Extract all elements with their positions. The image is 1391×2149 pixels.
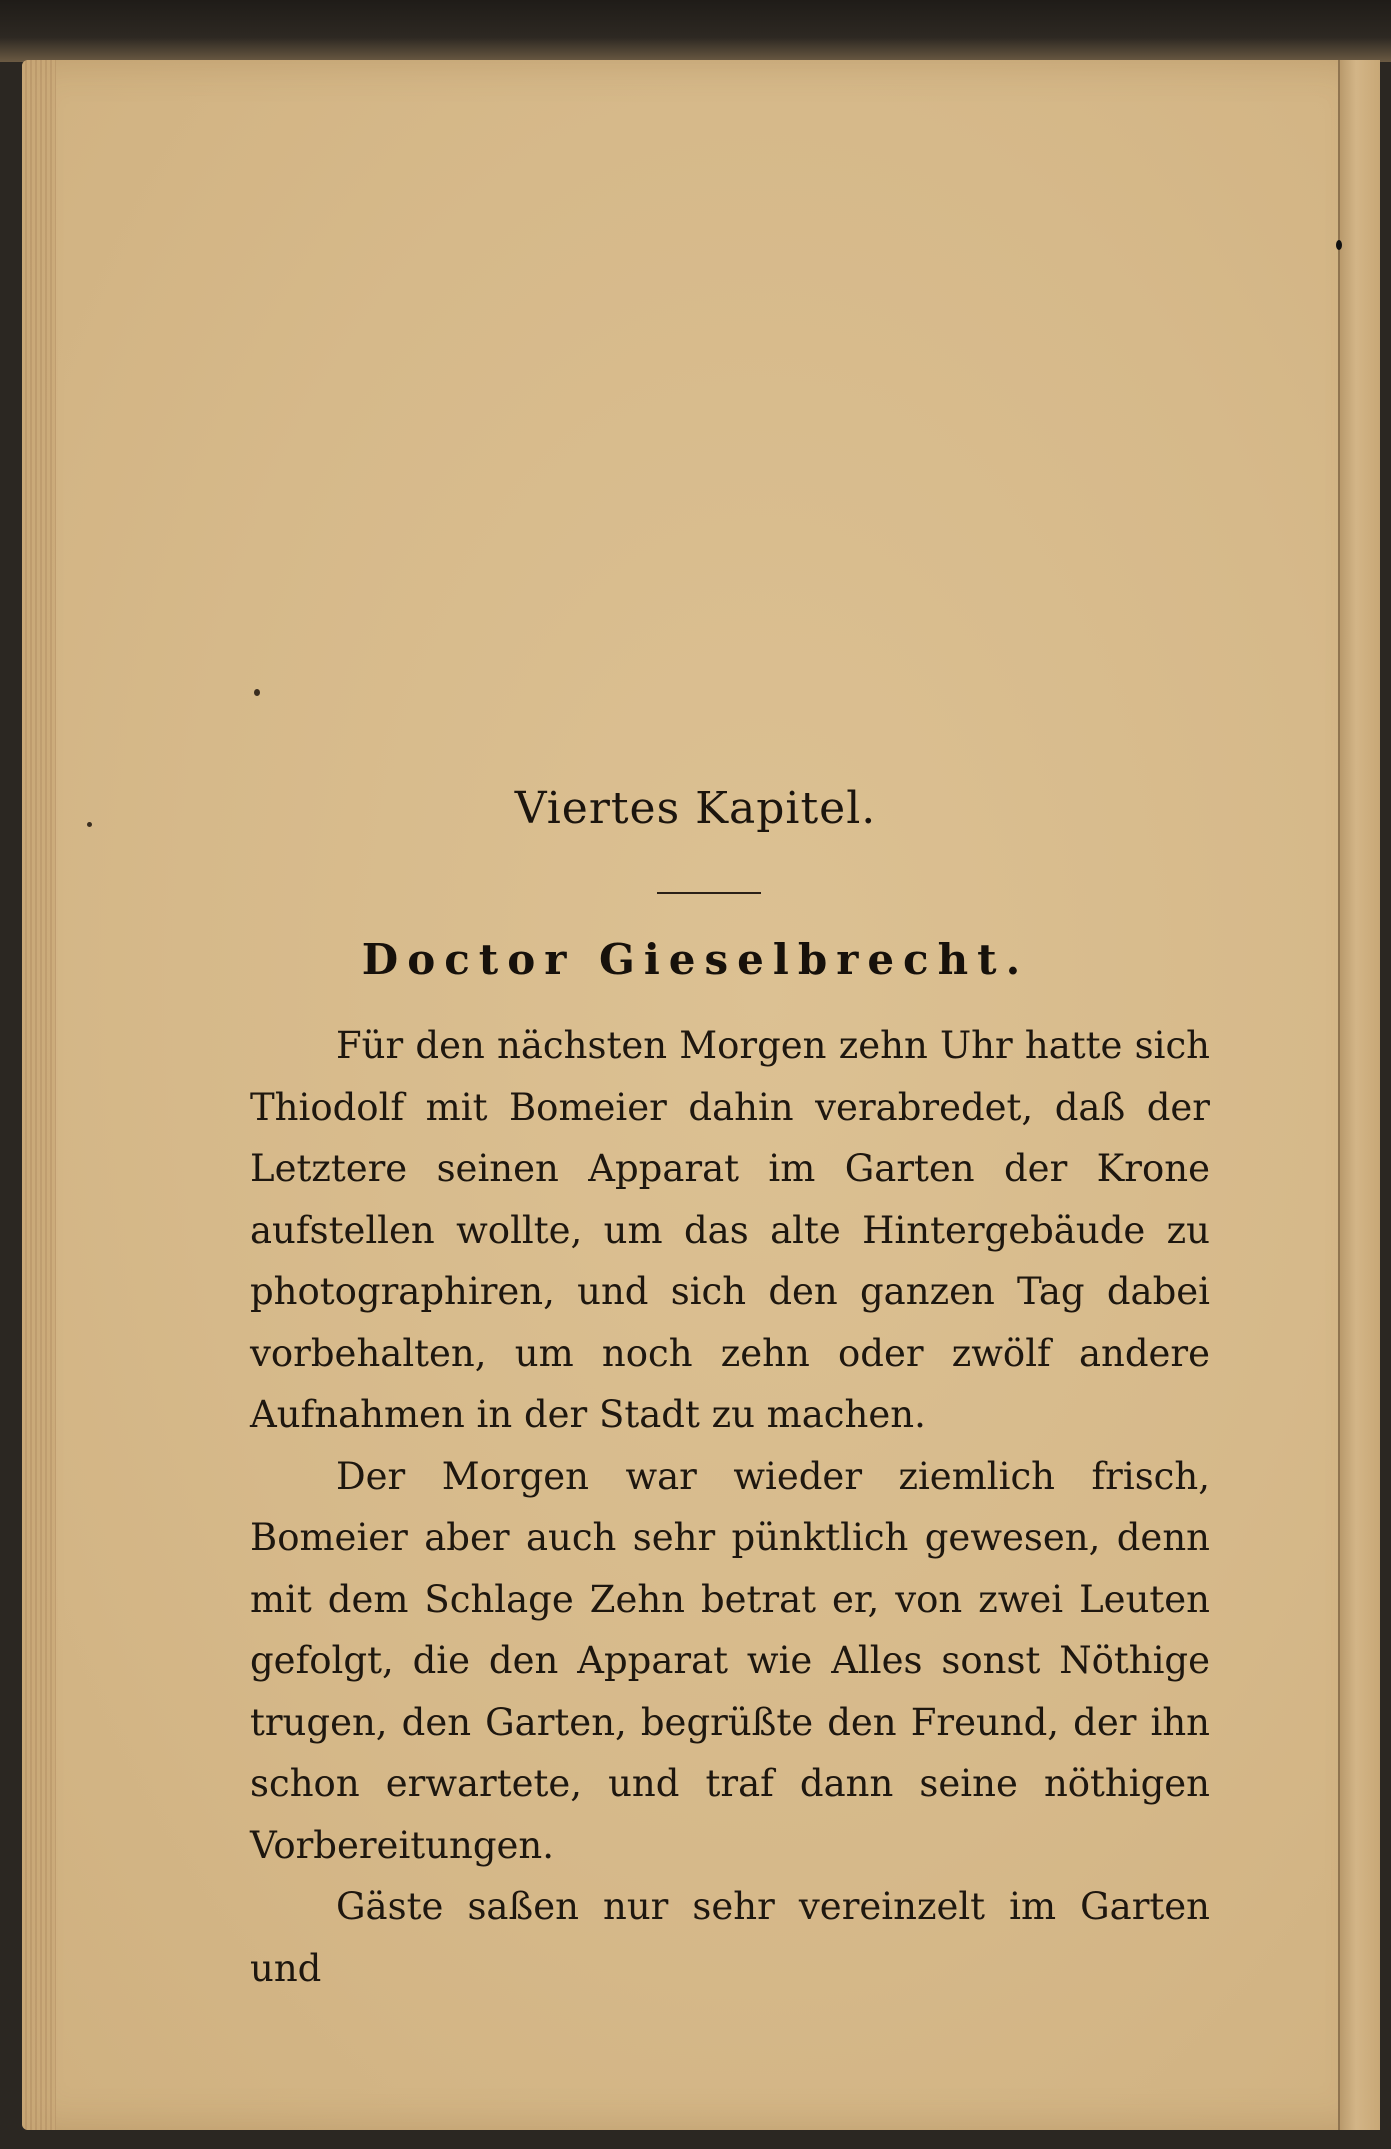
heading-divider: [657, 892, 761, 894]
paragraph: Für den nächsten Morgen zehn Uhr hatte sich Thiodolf mit Bomeier dahin verabredet, daß der Letztere seinen Apparat im Garten der Krone aufstellen wollte, um das alte Hintergebäude zu photographiren, und sich den ganzen Tag dabei vorbehalten, um noch zehn oder zwölf andere Aufnahmen in der Stadt zu machen.: [250, 1024, 1210, 1436]
body-text: [250, 1015, 1210, 1999]
facing-page-edge: [1338, 60, 1380, 2130]
book-cover-edge: [0, 0, 1391, 62]
paragraph: Gäste saßen nur sehr vereinzelt im Garten und: [250, 1885, 1210, 1990]
page-stack-edges: [22, 60, 56, 2130]
paragraph: Der Morgen war wieder ziemlich frisch, Bomeier aber auch sehr pünktlich gewesen, denn mit dem Schlage Zehn betrat er, von zwei Leuten gefolgt, die den Apparat wie Alles sonst Nöthige trugen, den Garten, begrüßte den Freund, der ihn schon erwartete, und traf dann seine nöthigen Vorbereitungen.: [250, 1454, 1210, 1867]
chapter-heading: Viertes Kapitel.: [514, 783, 877, 834]
paper-speck: [1336, 240, 1342, 250]
chapter-title: Doctor Gieselbrecht.: [361, 935, 1030, 984]
paper-speck: [254, 689, 260, 696]
